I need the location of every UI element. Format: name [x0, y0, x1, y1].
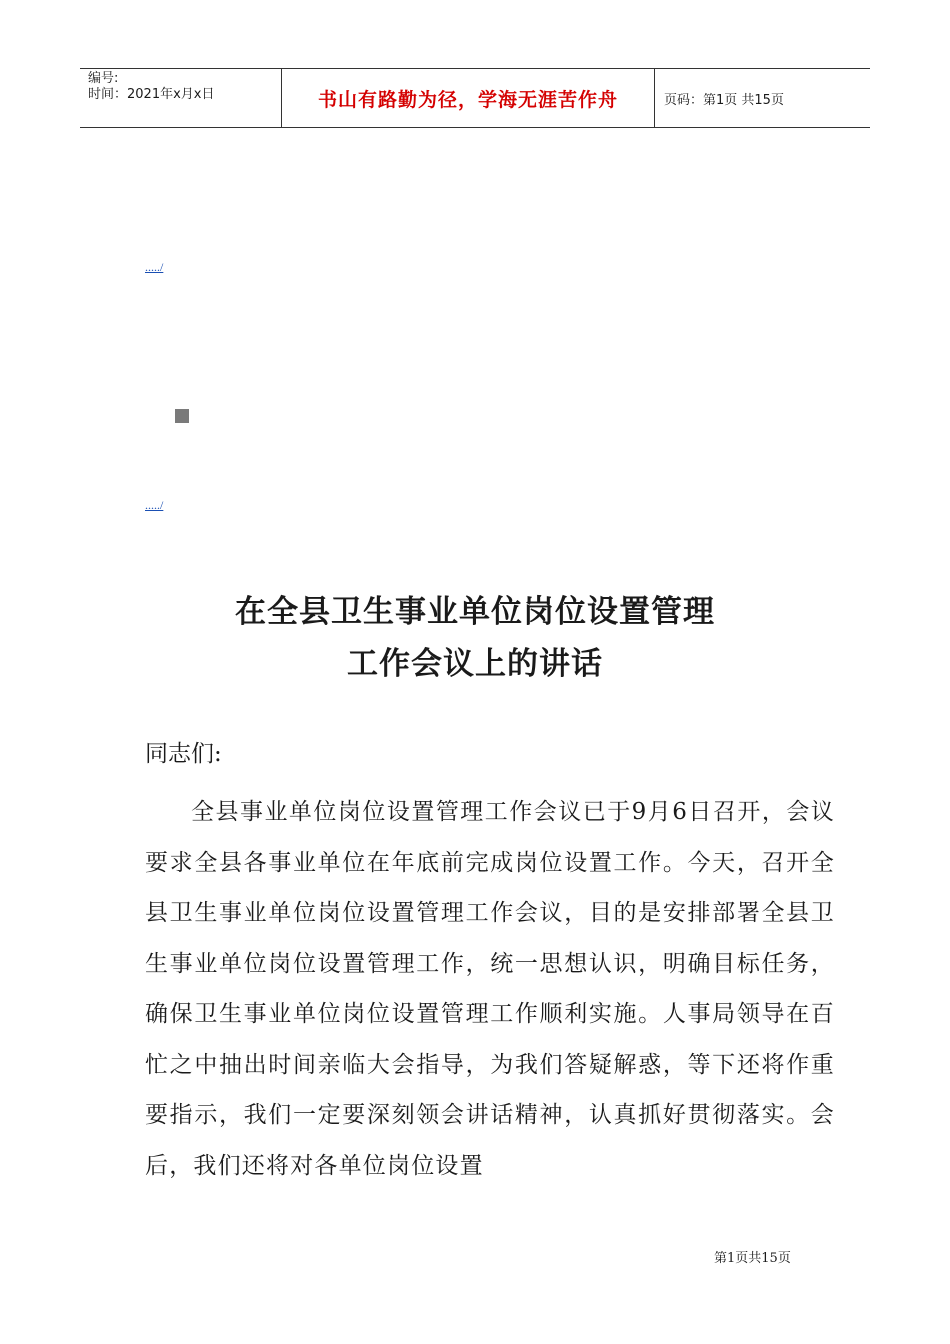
- header-page-info: 页码：第1页 共15页: [664, 92, 784, 108]
- salutation: 同志们:: [145, 741, 222, 767]
- header-meta: [80, 69, 282, 127]
- page-footer: 第1页共15页: [714, 1251, 791, 1266]
- header-motto: 书山有路勤为径，学海无涯苦作舟: [282, 69, 655, 127]
- document-title-line-1: 在全县卫生事业单位岗位设置管理: [235, 594, 715, 630]
- link-2[interactable]: ...../: [145, 498, 164, 512]
- time-label: 时间：2021年x月x日: [88, 87, 215, 102]
- link-1[interactable]: ...../: [145, 260, 164, 274]
- document-title-line-2: 工作会议上的讲话: [347, 646, 603, 682]
- body-paragraph: 全县事业单位岗位设置管理工作会议已于9月6日召开，会议要求全县各事业单位在年底前完成岗位设置工作。今天，召开全县卫生事业单位岗位设置管理工作会议，目的是安排部署全县卫生事业单位岗位设置管理工作，统一思想认识，明确目标任务，确保卫生事业单位岗位设置管理工作顺利实施。人事局领导在百忙之中抽出时间亲临大会指导，为我们答疑解惑，等下还将作重要指示，我们一定要深刻领会讲话精神，认真抓好贯彻落实。会后，我们还将对各单位岗位设置: [145, 799, 835, 1179]
- page-header: [80, 68, 870, 128]
- number-label: 编号:: [88, 71, 119, 86]
- bullet-square-icon: [175, 409, 189, 423]
